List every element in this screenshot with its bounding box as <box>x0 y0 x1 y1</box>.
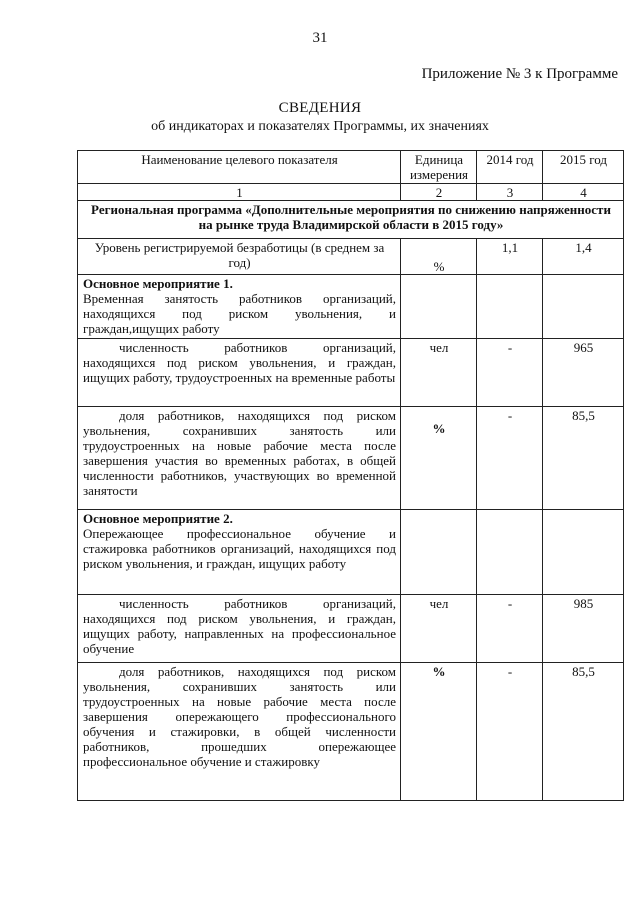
event1-unit-empty <box>401 275 477 339</box>
row-e2-share-2014: - <box>477 663 543 801</box>
col-number-2: 2 <box>401 184 477 201</box>
header-unit: Единица измерения <box>401 151 477 184</box>
row-e2-share-name: доля работников, находящихся под риском увольнения, сохранивших занятость или трудоустроенных на новые рабочие места после завершения опережающего профессионального обучения и стажировки, в общей численности работников, прошедших опережающее профессиональное обучение и стажировку <box>78 663 401 801</box>
row-unemployment-2015: 1,4 <box>543 239 624 275</box>
header-2014: 2014 год <box>477 151 543 184</box>
event-row <box>78 510 624 595</box>
row-e1-share-unit: % <box>401 407 477 510</box>
row-e1-share-2014: - <box>477 407 543 510</box>
col-number-1: 1 <box>78 184 401 201</box>
event2-text: Опережающее профессиональное обучение и стажировка работников организаций, находящихся под риском увольнения, и граждан, ищущих работу <box>83 526 396 571</box>
row-e2-count-2015: 985 <box>543 595 624 663</box>
column-number-row <box>78 184 624 201</box>
event2-cell <box>78 510 401 595</box>
event1-2015-empty <box>543 275 624 339</box>
row-e2-share-unit: % <box>401 663 477 801</box>
row-e2-count-2014: - <box>477 595 543 663</box>
table-header-row <box>78 151 624 184</box>
document-subtitle: об индикаторах и показателях Программы, их значениях <box>151 119 489 134</box>
row-unemployment-2014: 1,1 <box>477 239 543 275</box>
event1-cell <box>78 275 401 339</box>
row-e2-count-unit: чел <box>401 595 477 663</box>
table-row <box>78 595 624 663</box>
event1-heading: Основное мероприятие 1. <box>83 276 233 291</box>
event1-2014-empty <box>477 275 543 339</box>
row-e1-count-name: численность работников организаций, находящихся под риском увольнения, и граждан, ищущих работу, трудоустроенных на временные работы <box>78 339 401 407</box>
row-e2-share-2015: 85,5 <box>543 663 624 801</box>
table-row <box>78 339 624 407</box>
row-unemployment-name: Уровень регистрируемой безработицы (в среднем за год) <box>78 239 401 275</box>
row-unemployment-unit: % <box>401 239 477 275</box>
table-row <box>78 663 624 801</box>
table-row <box>78 239 624 275</box>
row-e1-share-name: доля работников, находящихся под риском увольнения, сохранивших занятость или трудоустроенных на новые рабочие места после завершения участия во временных работах, в общей численности работников, участвующих во временной занятости <box>78 407 401 510</box>
event2-unit-empty <box>401 510 477 595</box>
page-number: 31 <box>312 30 328 46</box>
header-2015: 2015 год <box>543 151 624 184</box>
row-e1-count-unit: чел <box>401 339 477 407</box>
section-row <box>78 201 624 239</box>
event1-text: Временная занятость работников организаций, находящихся под риском увольнения, и граждан,ищущих работу <box>83 291 396 336</box>
event2-2015-empty <box>543 510 624 595</box>
appendix-label: Приложение № 3 к Программе <box>421 66 618 82</box>
section-title: Региональная программа «Дополнительные мероприятия по снижению напряженности на рынке труда Владимирской области в 2015 году» <box>78 201 624 239</box>
document-title: СВЕДЕНИЯ <box>278 100 362 116</box>
col-number-3: 3 <box>477 184 543 201</box>
header-name: Наименование целевого показателя <box>78 151 401 184</box>
row-e1-count-2015: 965 <box>543 339 624 407</box>
col-number-4: 4 <box>543 184 624 201</box>
table-row <box>78 407 624 510</box>
row-e1-count-2014: - <box>477 339 543 407</box>
indicators-table <box>77 150 624 801</box>
event2-heading: Основное мероприятие 2. <box>83 511 233 526</box>
row-e1-share-2015: 85,5 <box>543 407 624 510</box>
event-row <box>78 275 624 339</box>
event2-2014-empty <box>477 510 543 595</box>
row-e2-count-name: численность работников организаций, находящихся под риском увольнения, и граждан, ищущих работу, направленных на профессиональное обучение <box>78 595 401 663</box>
